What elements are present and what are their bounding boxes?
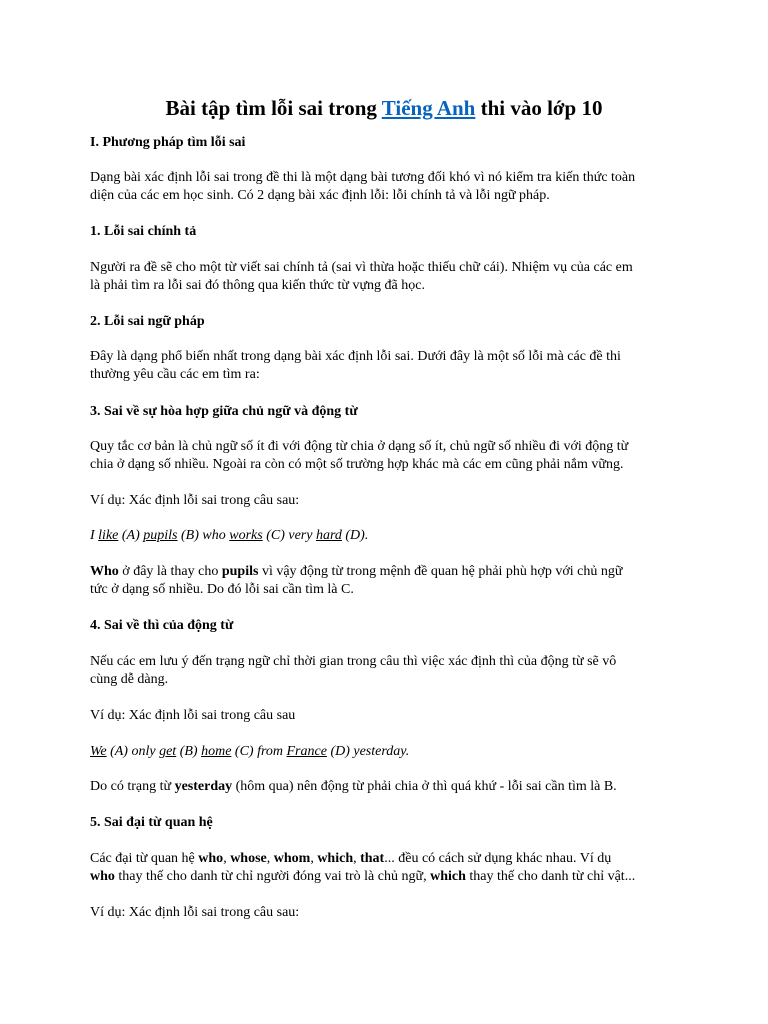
section-5-heading: 5. Sai đại từ quan hệ [90, 815, 213, 830]
example-word: I [90, 528, 99, 543]
section-4-paragraph [90, 653, 690, 689]
section-5-paragraph [90, 850, 690, 886]
explanation-text: thay thế cho danh từ chỉ người đóng vai trò là chủ ngữ, [114, 869, 431, 884]
section-3-heading: 3. Sai về sự hòa hợp giữa chủ ngữ và động từ [90, 404, 358, 419]
bold-term: yesterday [174, 779, 233, 794]
bold-term: who [198, 851, 224, 866]
separator: , [266, 851, 274, 866]
section-2-paragraph [90, 348, 690, 384]
explanation-text: ở đây là thay cho [118, 564, 222, 579]
explanation-text: Các đại từ quan hệ [90, 851, 199, 866]
example-underlined-word: pupils [143, 528, 178, 543]
example-word: (B) who [177, 528, 230, 543]
example-word: (C) from [231, 744, 287, 759]
intro-line-1: Dạng bài xác định lỗi sai trong đề thi là một dạng bài tương đối khó vì nó kiểm tra kiến thức toàn [90, 170, 636, 185]
section-2-line-1: Đây là dạng phổ biến nhất trong dạng bài xác định lỗi sai. Dưới đây là một số lỗi mà các đề thi [90, 349, 621, 364]
section-3-example-sentence [90, 527, 690, 545]
section-4-line-2: cùng dễ dàng. [90, 672, 169, 687]
explanation-text: thay thế cho danh từ chỉ vật... [465, 869, 636, 884]
example-underlined-word: get [159, 744, 177, 759]
example-word: (D) yesterday. [326, 744, 410, 759]
section-4-line-1: Nếu các em lưu ý đến trạng ngữ chỉ thời gian trong câu thì việc xác định thì của động từ sẽ vô [90, 654, 617, 669]
section-4-explanation [90, 778, 690, 796]
example-word: (C) very [262, 528, 316, 543]
bold-term: which [317, 851, 354, 866]
section-3-explanation [90, 563, 690, 599]
section-3-paragraph [90, 438, 690, 474]
example-word: (A) [118, 528, 144, 543]
explanation-text: (hôm qua) nên động từ phải chia ở thì quá khứ - lỗi sai cần tìm là B. [232, 779, 617, 794]
explanation-text: ... đều có cách sử dụng khác nhau. Ví dụ [384, 851, 612, 866]
intro-line-2: diện của các em học sinh. Có 2 dạng bài xác định lỗi: lỗi chính tả và lỗi ngữ pháp. [90, 188, 550, 203]
section-5-example-label: Ví dụ: Xác định lỗi sai trong câu sau: [90, 905, 300, 920]
bold-term: who [90, 869, 115, 884]
section-2-line-2: thường yêu cầu các em tìm ra: [90, 367, 260, 382]
section-4-example-label: Ví dụ: Xác định lỗi sai trong câu sau [90, 708, 296, 723]
section-1-line-2: là phải tìm ra lỗi sai đó thông qua kiến thức từ vựng đã học. [90, 278, 425, 293]
separator: , [310, 851, 318, 866]
explanation-text: Do có trạng từ [90, 779, 175, 794]
section-3-line-2: chia ở dạng số nhiều. Ngoài ra còn có một số trường hợp khác mà các em cũng phải nắm vững. [90, 457, 624, 472]
bold-term: Who [90, 564, 119, 579]
bold-term: which [430, 869, 466, 884]
intro-paragraph [90, 169, 690, 205]
example-underlined-word: France [286, 744, 327, 759]
page-title [0, 95, 768, 121]
section-3-example-label: Ví dụ: Xác định lỗi sai trong câu sau: [90, 493, 300, 508]
example-underlined-word: works [229, 528, 263, 543]
separator: , [223, 851, 231, 866]
section-1-line-1: Người ra đề sẽ cho một từ viết sai chính tả (sai vì thừa hoặc thiếu chữ cái). Nhiệm vụ của các em [90, 260, 633, 275]
section-4-example-sentence [90, 743, 690, 761]
example-underlined-word: home [201, 744, 232, 759]
title-link-tieng-anh[interactable]: Tiếng Anh [381, 96, 476, 120]
example-word: (A) only [106, 744, 160, 759]
explanation-text: tức ở dạng số nhiều. Do đó lỗi sai cần tìm là C. [90, 582, 354, 597]
example-word: (D). [341, 528, 369, 543]
bold-term: pupils [221, 564, 259, 579]
section-1-heading: 1. Lỗi sai chính tả [90, 224, 197, 239]
section-4-heading: 4. Sai về thì của động từ [90, 618, 234, 633]
example-word: (B) [176, 744, 202, 759]
separator: , [353, 851, 361, 866]
title-text-after: thi vào lớp 10 [475, 96, 603, 120]
section-1-paragraph [90, 259, 690, 295]
example-underlined-word: We [90, 744, 107, 759]
bold-term: that [360, 851, 385, 866]
title-text-before: Bài tập tìm lỗi sai trong [165, 96, 382, 120]
section-3-line-1: Quy tắc cơ bản là chủ ngữ số ít đi với động từ chia ở dạng số ít, chủ ngữ số nhiều đi với động từ [90, 439, 629, 454]
example-underlined-word: hard [315, 528, 342, 543]
bold-term: whom [273, 851, 311, 866]
section-2-heading: 2. Lỗi sai ngữ pháp [90, 314, 205, 329]
example-underlined-word: like [98, 528, 119, 543]
bold-term: whose [230, 851, 267, 866]
method-heading: I. Phương pháp tìm lỗi sai [90, 135, 246, 150]
explanation-text: vì vậy động từ trong mệnh đề quan hệ phải phù hợp với chủ ngữ [258, 564, 623, 579]
